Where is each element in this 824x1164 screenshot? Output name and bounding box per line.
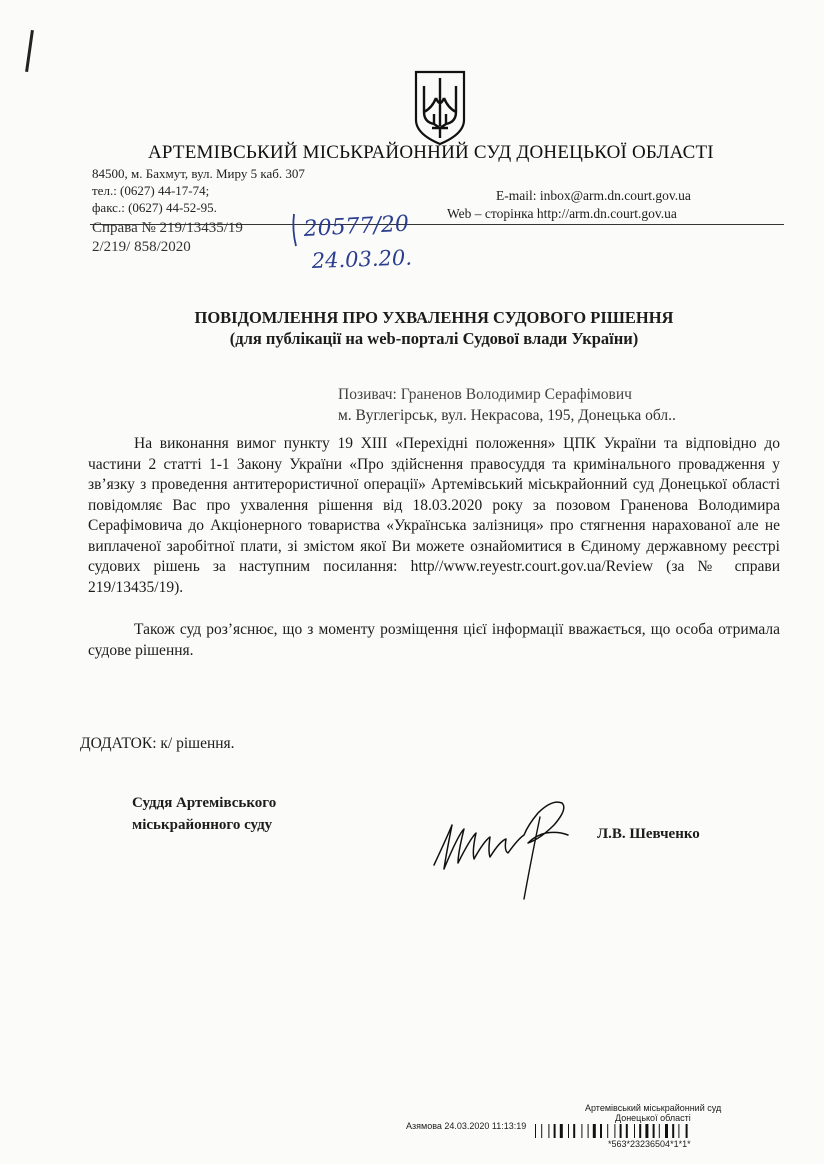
court-name: АРТЕМІВСЬКИЙ МІСЬКРАЙОННИЙ СУД ДОНЕЦЬКОЇ ОБЛАСТІ — [148, 142, 714, 163]
notice-title: ПОВІДОМЛЕННЯ ПРО УХВАЛЕННЯ СУДОВОГО РІШЕННЯ — [194, 308, 674, 327]
barcode-icon — [535, 1124, 775, 1138]
body-paragraph: Також суд роз’яснює, що з моменту розміщення цієї інформації вважається, що особа отримала судове рішення. — [88, 621, 780, 659]
judge-name: Л.В. Шевченко — [597, 826, 700, 842]
notice-body — [88, 434, 780, 661]
court-address: 84500, м. Бахмут, вул. Миру 5 каб. 307 — [92, 166, 305, 181]
body-paragraph: На виконання вимог пункту 19 ХІІІ «Перехідні положення» ЦПК України та відповідно до частини 2 статті 1-1 Закону України «Про здійснення правосуддя та кримінального провадження у зв’язку з проведення антитерористичної операції» Артемівський міськрайонний суд Донецької області повідомляє Вас про ухвалення рішення від 18.03.2020 року за позовом Граненова Володимира Серафімовича до Акціонерного товариства «Українська залізниця» про стягнення нарахованої але не виплаченої заробітної плати, зі змістом якої Ви можете ознайомитися в Єдиному державному реєстрі судових рішень за наступним посилання: http//www.reyestr.court.gov.ua/Review (за № справи 219/13435/19). — [88, 435, 780, 596]
handwritten-date: 24.03.20. — [311, 245, 413, 273]
judge-signature — [428, 795, 588, 905]
page-mark — [25, 30, 34, 72]
handwritten-registration — [290, 212, 420, 274]
stamp-registrar: Азямова 24.03.2020 11:13:19 — [406, 1121, 527, 1131]
court-phone: тел.: (0627) 44-17-74; — [92, 183, 210, 198]
court-website: Web – сторінка http://arm.dn.court.gov.ua — [447, 206, 677, 221]
handwritten-number: 20577/20 — [303, 212, 410, 242]
case-number: Справа № 219/13435/19 — [92, 220, 243, 236]
judge-title-court: міськрайонного суду — [132, 817, 273, 833]
plaintiff-address: м. Вуглегірськ, вул. Некрасова, 195, Донецька обл.. — [338, 407, 676, 424]
stamp-court: Артемівський міськрайонний суд — [585, 1103, 722, 1113]
notice-subtitle: (для публікації на web-порталі Судової влади України) — [229, 329, 639, 348]
proceeding-number: 2/219/ 858/2020 — [92, 239, 191, 255]
trident-emblem-icon — [412, 68, 468, 146]
judge-title: Суддя Артемівського — [132, 795, 277, 811]
attachment-note: ДОДАТОК: к/ рішення. — [80, 735, 235, 752]
plaintiff-name: Позивач: Граненов Володимир Серафімович — [338, 386, 632, 403]
court-email: E-mail: inbox@arm.dn.court.gov.ua — [496, 188, 691, 203]
barcode-number: *563*23236504*1*1* — [608, 1139, 691, 1149]
court-fax: факс.: (0627) 44-52-95. — [92, 200, 217, 215]
stamp-court-region: Донецької області — [615, 1113, 691, 1123]
